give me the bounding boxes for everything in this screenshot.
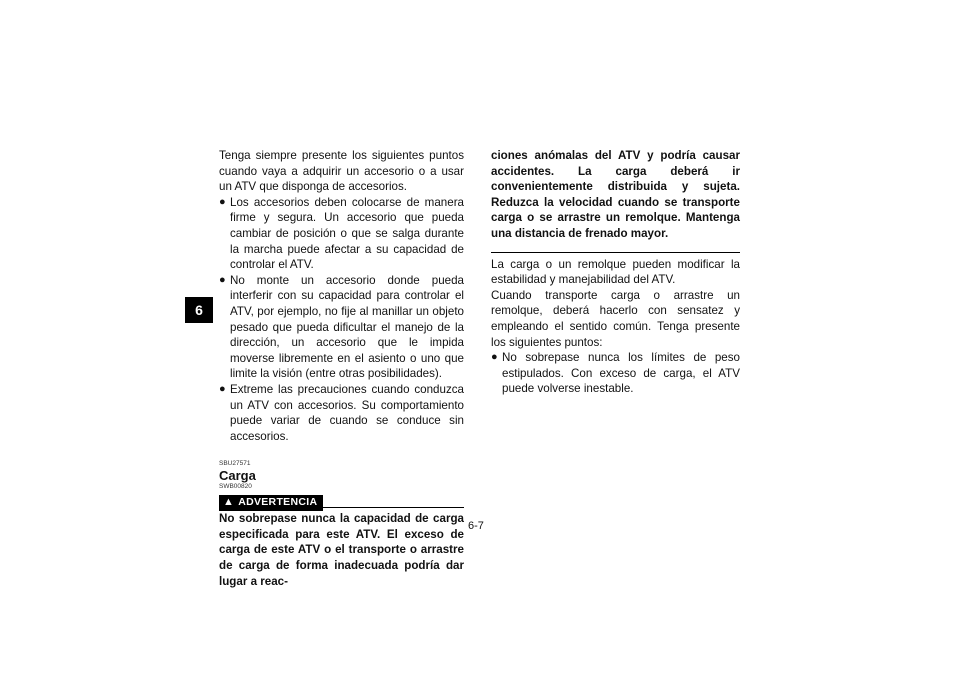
load-paragraph: La carga o un remolque pueden modificar la estabilidad y manejabilidad del ATV. (491, 257, 740, 287)
warning-text-continued: ciones anómalas del ATV y podría causar accidentes. La carga deberá ir convenientemente distribuida y sujeta. Reduzca la velocidad cuando se transporte carga o se arrastre un remolque. Mantenga una distancia de frenado mayor. (491, 149, 740, 240)
towing-paragraph: Cuando transporte carga o arrastre un remolque, deberá hacerlo con sensatez y empleando el sentido común. Tenga presente los siguientes puntos: (491, 288, 740, 349)
list-item: ● Los accesorios deben colocarse de manera firme y segura. Un accesorio que pueda cambiar de posición o que se salga durante la marcha puede afectar a su capacidad de controlar el ATV. (219, 195, 464, 272)
intro-paragraph: Tenga siempre presente los siguientes puntos cuando vaya a adquirir un accesorio o a usar un ATV que disponga de accesorios. (219, 149, 464, 194)
warning-code: SWB00820 (219, 483, 252, 491)
bullet-dot-icon: ● (219, 382, 226, 395)
warning-header (219, 495, 464, 511)
bullet-dot-icon: ● (219, 195, 226, 208)
page-number: 6-7 (468, 520, 484, 532)
list-item: ● No sobrepase nunca los límites de peso estipulados. Con exceso de carga, el ATV puede volverse inestable. (491, 351, 740, 396)
warning-rule (323, 499, 464, 508)
warning-triangle-icon: ▲ (223, 496, 235, 509)
bullet-dot-icon: ● (219, 273, 226, 286)
left-column (219, 148, 464, 589)
warning-end-rule (491, 252, 740, 253)
chapter-tab: 6 (185, 297, 213, 323)
list-item: ● Extreme las precauciones cuando conduzca un ATV con accesorios. Su comportamiento puede variar de cuando se conduce sin accesorios. (219, 382, 464, 443)
section-title: Carga (219, 468, 256, 484)
bullet-dot-icon: ● (491, 351, 498, 364)
warning-text: No sobrepase nunca la capacidad de carga especificada para este ATV. El exceso de carga de este ATV o el transporte o arrastre de carga de forma inadecuada podría dar lugar a reac- (219, 512, 464, 588)
section-code: SBU27571 (219, 460, 251, 468)
right-column (491, 148, 740, 397)
warning-badge: ▲ ADVERTENCIA (219, 495, 323, 511)
list-item: ● No monte un accesorio donde pueda interferir con su capacidad para controlar el ATV, por ejemplo, no fije al manillar un objeto pesado que pueda dificultar el manejo de la dirección, un accesorio que le impida moverse libremente en el asiento o uno que limite la visión (entre otras posibilidades). (219, 273, 464, 381)
